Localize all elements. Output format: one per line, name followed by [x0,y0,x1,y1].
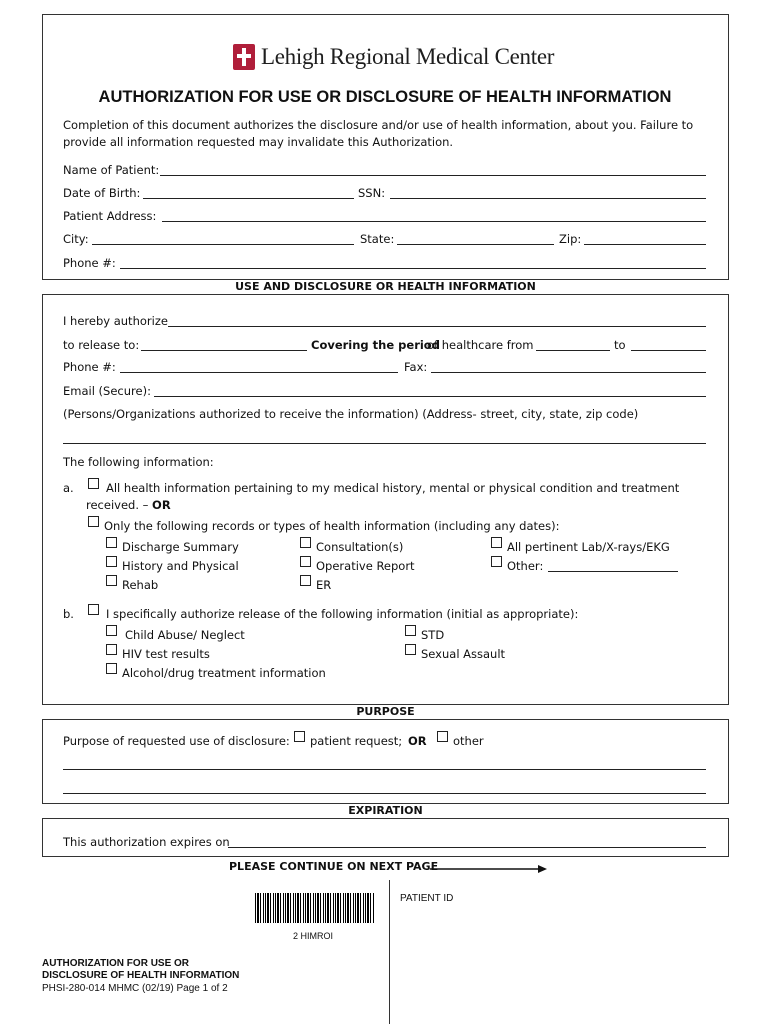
rehab-label: Rehab [122,578,159,592]
alcohol-drug-label: Alcohol/drug treatment information [122,666,326,680]
purpose-other-label: other [453,734,484,748]
dob-field[interactable] [143,198,354,199]
purpose-field-1[interactable] [63,769,706,770]
er-label: ER [316,578,332,592]
lab-xray-ekg-label: All pertinent Lab/X-rays/EKG [507,540,670,554]
child-abuse-label: Child Abuse/ Neglect [125,628,245,642]
only-following-label: Only the following records or types of health information (including any dates): [104,519,560,533]
option-b-marker: b. [63,607,74,621]
form-code: PHSI-280-014 MHMC (02/19) Page 1 of 2 [42,983,228,994]
release-to-label: to release to: [63,338,140,352]
period-to-field[interactable] [631,350,706,351]
period-from-field[interactable] [536,350,610,351]
ssn-label: SSN: [358,186,386,200]
expiration-label: This authorization expires on [63,835,230,849]
healthcare-from-label: of healthcare from [427,338,534,352]
state-field[interactable] [397,244,554,245]
continue-note: PLEASE CONTINUE ON NEXT PAGE [229,860,439,873]
purpose-heading: PURPOSE [42,704,729,720]
patient-phone-field[interactable] [120,268,706,269]
intro-line-1: Completion of this document authorizes the disclosure and/or use of health information, about you. Failure to [63,118,694,132]
period-to-label: to [614,338,626,352]
use-disclosure-heading: USE AND DISCLOSURE OR HEALTH INFORMATION [42,279,729,295]
hiv-label: HIV test results [122,647,210,661]
option-a-or: OR [152,498,171,512]
purpose-label: Purpose of requested use of disclosure: [63,734,290,748]
recipient-phone-label: Phone #: [63,360,116,374]
expiration-field[interactable] [228,847,706,848]
discharge-summary-checkbox[interactable] [106,537,117,548]
city-label: City: [63,232,89,246]
fax-label: Fax: [404,360,428,374]
patient-name-field[interactable] [160,175,706,176]
consultation-label: Consultation(s) [316,540,404,554]
patient-request-label: patient request; [310,734,403,748]
discharge-summary-label: Discharge Summary [122,540,239,554]
expiration-heading: EXPIRATION [42,803,729,819]
fax-field[interactable] [431,372,706,373]
form-title-1: AUTHORIZATION FOR USE OR [42,958,190,969]
address-label: Patient Address: [63,209,157,223]
form-title-2: DISCLOSURE OF HEALTH INFORMATION [42,970,240,981]
dob-label: Date of Birth: [63,186,141,200]
city-field[interactable] [92,244,354,245]
option-a-text: All health information pertaining to my medical history, mental or physical condition and treatment [106,481,680,495]
zip-field[interactable] [584,244,706,245]
history-physical-checkbox[interactable] [106,556,117,567]
logo [233,40,554,74]
alcohol-drug-checkbox[interactable] [106,663,117,674]
recipient-phone-field[interactable] [120,372,398,373]
patient-request-checkbox[interactable] [294,731,305,742]
hospital-cross-icon [233,44,255,70]
patient-name-label: Name of Patient: [63,163,160,177]
only-following-checkbox[interactable] [88,516,99,527]
other-records-checkbox[interactable] [491,556,502,567]
purpose-field-2[interactable] [63,793,706,794]
hiv-checkbox[interactable] [106,644,117,655]
footer-divider [389,880,390,1024]
other-records-field[interactable] [548,571,678,572]
intro-line-2: provide all information requested may invalidate this Authorization. [63,135,454,149]
other-records-label: Other: [507,559,544,573]
barcode-text: 2 HIMROI [293,931,334,941]
email-field[interactable] [154,396,706,397]
std-checkbox[interactable] [405,625,416,636]
authorize-field[interactable] [168,326,706,327]
ssn-field[interactable] [390,198,706,199]
std-label: STD [421,628,445,642]
state-label: State: [360,232,395,246]
purpose-or-label: OR [408,734,427,748]
lab-xray-ekg-checkbox[interactable] [491,537,502,548]
option-a-received: received. – [86,498,149,512]
release-to-field[interactable] [141,350,307,351]
authorize-label: I hereby authorize [63,314,168,328]
option-a-text-2 [86,498,171,512]
rehab-checkbox[interactable] [106,575,117,586]
zip-label: Zip: [559,232,582,246]
option-a-marker: a. [63,481,74,495]
persons-note: (Persons/Organizations authorized to receive the information) (Address- street, city, state, zip code) [63,407,639,421]
er-checkbox[interactable] [300,575,311,586]
all-health-info-checkbox[interactable] [88,478,99,489]
consultation-checkbox[interactable] [300,537,311,548]
specific-release-checkbox[interactable] [88,604,99,615]
sexual-assault-checkbox[interactable] [405,644,416,655]
history-physical-label: History and Physical [122,559,239,573]
address-field[interactable] [162,221,706,222]
logo-text: Lehigh Regional Medical Center [261,44,555,69]
email-label: Email (Secure): [63,384,151,398]
arrow-right-icon [430,864,548,874]
operative-report-checkbox[interactable] [300,556,311,567]
patient-phone-label: Phone #: [63,256,116,270]
option-b-text: I specifically authorize release of the following information (initial as appropriate): [106,607,579,621]
recipient-address-field[interactable] [63,443,706,444]
barcode [255,893,375,923]
purpose-other-checkbox[interactable] [437,731,448,742]
page-title: AUTHORIZATION FOR USE OR DISCLOSURE OF HEALTH INFORMATION [98,88,672,106]
covering-period-label: Covering the period [311,338,440,352]
child-abuse-checkbox[interactable] [106,625,117,636]
patient-id-label: PATIENT ID [400,893,454,904]
sexual-assault-label: Sexual Assault [421,647,506,661]
operative-report-label: Operative Report [316,559,415,573]
following-info-label: The following information: [63,455,214,469]
